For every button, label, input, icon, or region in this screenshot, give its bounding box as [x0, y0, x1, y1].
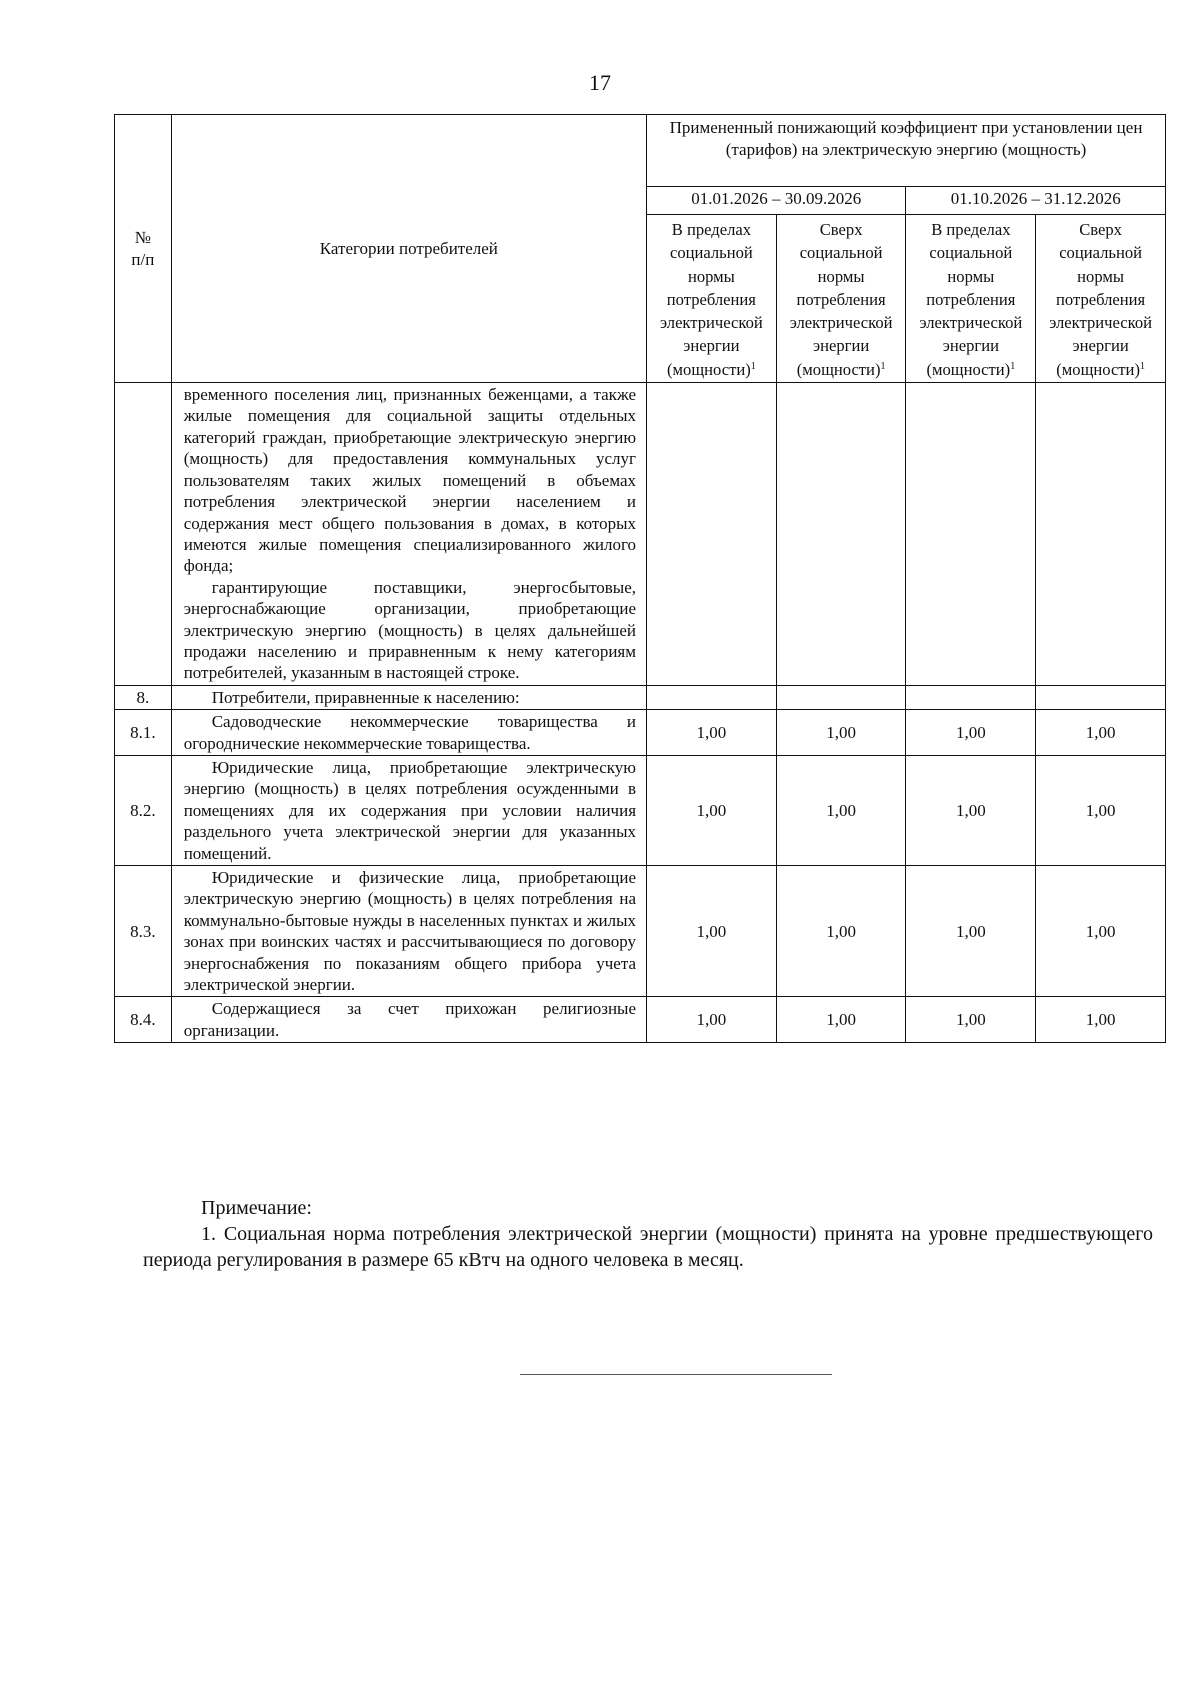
value-cell: 1,00: [776, 997, 906, 1043]
row-category: Содержащиеся за счет прихожан религиозные организации.: [171, 997, 646, 1043]
value-cell: 1,00: [906, 997, 1036, 1043]
value-cell: 1,00: [647, 710, 777, 756]
table-row: [115, 755, 1166, 865]
value-cell: 1,00: [647, 997, 777, 1043]
section-label: Потребители, приравненные к населению:: [171, 685, 646, 709]
header-within-norm-1: В пределах социальной нормы потребления электрической энергии (мощности)$^1$: [647, 215, 777, 383]
row-number: 8.3.: [115, 866, 172, 997]
value-cell: 1,00: [906, 755, 1036, 865]
table-row-section: [115, 685, 1166, 709]
table-row: [115, 997, 1166, 1043]
header-above-norm-2: Сверх социальной нормы потребления электрической энергии (мощности)$^1$: [1036, 215, 1166, 383]
footnote-mark: 1: [1010, 360, 1016, 372]
footnote-section: [143, 1195, 1153, 1273]
header-category-label: Категории потребителей: [171, 115, 646, 383]
continuation-paragraph: временного поселения лиц, признанных беженцами, а также жилые помещения для социальной защиты отдельных категорий граждан, приобретающие электрическую энергию (мощность) для предоставления коммунальных услуг пользователям таких жилых помещений в объемах потребления электрической энергии населением и содержания мест общего пользования в домах, в которых имеются жилые помещения специализированного жилого фонда;: [183, 385, 637, 576]
continuation-text: [171, 383, 646, 686]
header-within-norm-2: В пределах социальной нормы потребления электрической энергии (мощности)$^1$: [906, 215, 1036, 383]
table-row: [115, 710, 1166, 756]
value-cell: 1,00: [647, 755, 777, 865]
row-category: Юридические лица, приобретающие электрическую энергию (мощность) в целях потребления осужденными в помещениях для их содержания при условии наличия раздельного учета электрической энергии для указанных помещений.: [171, 755, 646, 865]
header-coefficient-group: Примененный понижающий коэффициент при установлении цен (тарифов) на электрическую энергию (мощность): [647, 115, 1166, 187]
footnote-mark: 1: [750, 360, 756, 372]
row-number: 8.: [115, 685, 172, 709]
header-number-label: № п/п: [115, 115, 172, 383]
row-category: Юридические и физические лица, приобретающие электрическую энергию (мощность) в целях потребления на коммунально-бытовые нужды в населенных пунктах и жилых зонах при воинских частях и рассчитывающиеся по договору энергоснабжения по показаниям общего прибора учета электрической энергии.: [171, 866, 646, 997]
value-cell: 1,00: [1036, 866, 1166, 997]
value-cell: 1,00: [906, 866, 1036, 997]
closing-rule: [520, 1374, 832, 1375]
value-cell: 1,00: [647, 866, 777, 997]
value-cell: 1,00: [906, 710, 1036, 756]
row-number: 8.1.: [115, 710, 172, 756]
header-period-1: 01.01.2026 – 30.09.2026: [647, 187, 906, 215]
continuation-paragraph: гарантирующие поставщики, энергосбытовые, энергоснабжающие организации, приобретающие электрическую энергию (мощность) в целях дальнейшей продажи населению и приравненным к нему категориям потребителей, указанным в настоящей строке.: [183, 577, 637, 683]
page-number: 17: [589, 70, 611, 95]
value-cell: 1,00: [776, 866, 906, 997]
tariff-coefficient-table: [114, 114, 1166, 1043]
value-cell: 1,00: [776, 710, 906, 756]
value-cell: 1,00: [1036, 755, 1166, 865]
row-category: Садоводческие некоммерческие товарищества и огороднические некоммерческие товарищества.: [171, 710, 646, 756]
value-cell: 1,00: [1036, 710, 1166, 756]
footnote-mark: 1: [880, 360, 886, 372]
table-row: [115, 866, 1166, 997]
row-number: 8.2.: [115, 755, 172, 865]
note-title: Примечание:: [201, 1197, 312, 1219]
note-text: 1. Социальная норма потребления электрической энергии (мощности) принята на уровне предшествующего периода регулирования в размере 65 кВтч на одного человека в месяц.: [143, 1223, 1153, 1271]
value-cell: 1,00: [1036, 997, 1166, 1043]
header-period-2: 01.10.2026 – 31.12.2026: [906, 187, 1166, 215]
row-number: 8.4.: [115, 997, 172, 1043]
footnote-mark: 1: [1139, 360, 1145, 372]
table-row-continuation: [115, 383, 1166, 686]
header-above-norm-1: Сверх социальной нормы потребления электрической энергии (мощности)$^1$: [776, 215, 906, 383]
value-cell: 1,00: [776, 755, 906, 865]
